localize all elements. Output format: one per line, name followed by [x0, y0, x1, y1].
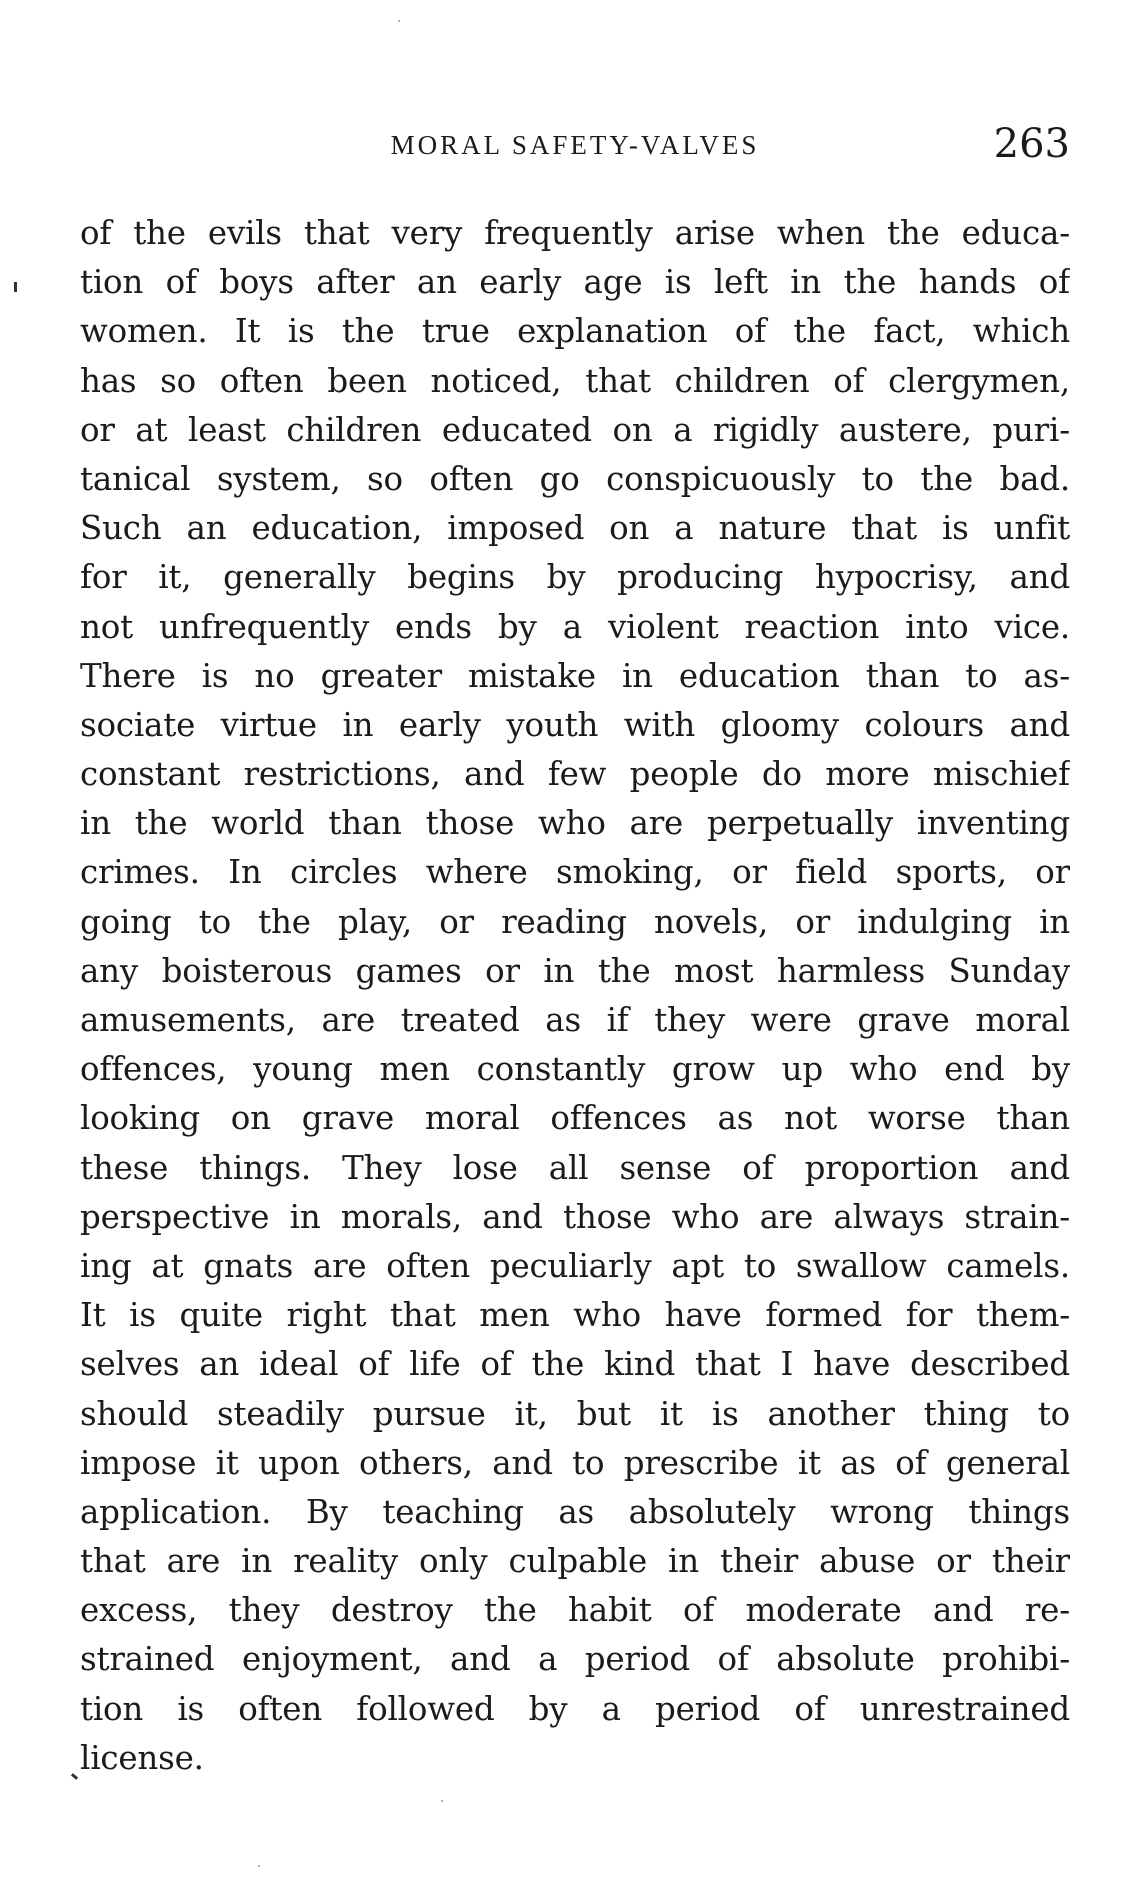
margin-speck — [14, 282, 17, 292]
body-paragraph — [80, 209, 1070, 1783]
text-line: offences, young men constantly grow up who end by — [80, 1050, 1070, 1089]
text-line: Such an education, imposed on a nature that is unfit — [80, 509, 1070, 548]
text-line: has so often been noticed, that children of clergymen, — [80, 361, 1070, 400]
text-line: tanical system, so often go conspicuously to the bad. — [80, 459, 1070, 498]
text-line: in the world than those who are perpetually inventing — [80, 804, 1070, 843]
text-line: perspective in morals, and those who are always strain- — [80, 1197, 1070, 1236]
text-line: not unfrequently ends by a violent reaction into vice. — [80, 607, 1070, 646]
text-line: any boisterous games or in the most harmless Sunday — [80, 951, 1070, 990]
margin-speck — [71, 1773, 78, 1780]
text-line: license. — [80, 1738, 204, 1777]
text-line: for it, generally begins by producing hypocrisy, and — [80, 558, 1070, 597]
text-line: sociate virtue in early youth with gloomy colours and — [80, 705, 1070, 744]
text-line: selves an ideal of life of the kind that I have described — [80, 1345, 1070, 1384]
text-line: tion is often followed by a period of unrestrained — [80, 1689, 1070, 1728]
running-title: MORAL SAFETY-VALVES — [390, 130, 760, 160]
text-line: or at least children educated on a rigidly austere, puri- — [80, 410, 1070, 449]
text-line: It is quite right that men who have formed for them- — [80, 1296, 1070, 1335]
text-line: excess, they destroy the habit of moderate and re- — [80, 1591, 1070, 1630]
text-line: ing at gnats are often peculiarly apt to swallow camels. — [80, 1246, 1070, 1285]
text-line: should steadily pursue it, but it is another thing to — [80, 1394, 1070, 1433]
text-line: strained enjoyment, and a period of absolute prohibi- — [80, 1640, 1070, 1679]
text-line: women. It is the true explanation of the fact, which — [80, 312, 1070, 351]
paper-dot — [441, 1800, 443, 1802]
text-line: crimes. In circles where smoking, or field sports, or — [80, 853, 1070, 892]
text-line: these things. They lose all sense of proportion and — [80, 1148, 1070, 1187]
paper-dot — [398, 20, 400, 22]
text-line: application. By teaching as absolutely wrong things — [80, 1492, 1070, 1531]
text-line: amusements, are treated as if they were grave moral — [80, 1001, 1070, 1039]
text-line: that are in reality only culpable in their abuse or their — [80, 1542, 1070, 1581]
paper-dot — [258, 1865, 260, 1867]
text-line: tion of boys after an early age is left in the hands of — [80, 263, 1070, 302]
text-line: looking on grave moral offences as not worse than — [80, 1099, 1070, 1138]
text-line: There is no greater mistake in education than to as- — [80, 656, 1070, 695]
text-line: impose it upon others, and to prescribe it as of general — [80, 1443, 1070, 1482]
text-line: going to the play, or reading novels, or indulging in — [80, 902, 1070, 941]
running-head — [80, 122, 1070, 172]
text-line: of the evils that very frequently arise when the educa- — [80, 214, 1070, 252]
page-number: 263 — [993, 121, 1070, 167]
text-line: constant restrictions, and few people do more mischief — [80, 755, 1070, 794]
